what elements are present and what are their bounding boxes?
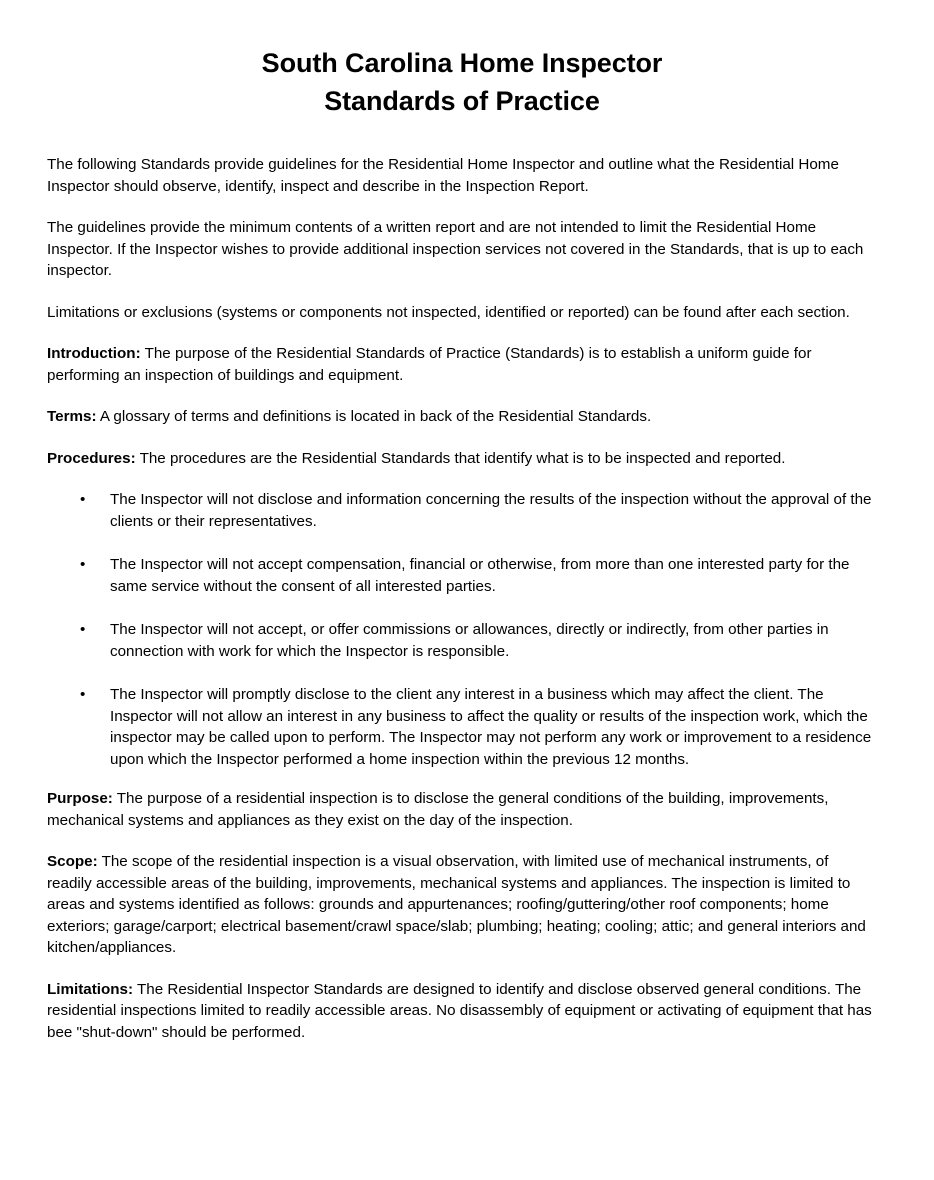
- section-terms-label: Terms:: [47, 408, 97, 425]
- intro-paragraph-2: The guidelines provide the minimum contents of a written report and are not intended to limit the Residential Home Inspector. If the Inspector wishes to provide additional inspection services not covered in the Standards, that is up to each inspector.: [47, 219, 864, 279]
- section-introduction: [47, 343, 877, 386]
- page-title-line-2: Standards of Practice: [324, 86, 600, 116]
- section-terms-body: A glossary of terms and definitions is located in back of the Residential Standards.: [96, 408, 652, 425]
- intro-paragraph-1: The following Standards provide guidelines for the Residential Home Inspector and outline what the Residential Home Inspector should observe, identify, inspect and describe in the Inspection Report.: [47, 156, 839, 195]
- bullet-point-icon: •: [80, 686, 86, 703]
- page-title-line-1: South Carolina Home Inspector: [261, 48, 663, 78]
- section-scope: [47, 851, 877, 959]
- list-item: [47, 684, 877, 770]
- intro-paragraph-3: Limitations or exclusions (systems or components not inspected, identified or reported) can be found after each section.: [47, 303, 850, 321]
- section-purpose-label: Purpose:: [47, 790, 113, 807]
- section-limitations: [47, 979, 877, 1044]
- bullet-point-icon: •: [80, 621, 86, 638]
- section-procedures: [47, 448, 877, 470]
- bullet-point-icon: •: [80, 491, 86, 508]
- list-item-text: The Inspector will not accept compensation, financial or otherwise, from more than one interested party for the same service without the consent of all interested parties.: [110, 556, 850, 595]
- section-limitations-label: Limitations:: [47, 980, 134, 998]
- page-title: [47, 44, 877, 120]
- section-limitations-body: The Residential Inspector Standards are designed to identify and disclose observed general conditions. The residential inspections limited to readily accessible areas. No disassembly of equipment or activating of equipment that has bee "shut-down" should be performed.: [47, 980, 872, 1041]
- section-scope-body: The scope of the residential inspection is a visual observation, with limited use of mechanical instruments, of readily accessible areas of the building, improvements, mechanical systems and appliances. The inspection is limited to areas and systems identified as follows: grounds and appurtenances; roofing/guttering/other roof components; home exteriors; garage/carport; electrical basement/crawl space/slab; plumbing; heating; cooling; attic; and general interiors and kitchen/appliances.: [47, 853, 866, 956]
- section-purpose: [47, 788, 877, 831]
- list-item-text: The Inspector will not disclose and information concerning the results of the inspection without the approval of the clients or their representatives.: [110, 491, 872, 530]
- list-item: [47, 554, 877, 597]
- list-item: [47, 619, 877, 662]
- section-scope-label: Scope:: [47, 853, 98, 870]
- list-item-text: The Inspector will promptly disclose to the client any interest in a business which may affect the client. The Inspector will not allow an interest in any business to affect the quality or results of the inspection work, which the inspector may be called upon to perform. The Inspector may not perform any work or improvement to a residence upon which the Inspector performed a home inspection within the previous 12 months.: [110, 686, 872, 768]
- section-purpose-body: The purpose of a residential inspection is to disclose the general conditions of the building, improvements, mechanical systems and appliances as they exist on the day of the inspection.: [47, 790, 829, 829]
- section-introduction-body: The purpose of the Residential Standards of Practice (Standards) is to establish a uniform guide for performing an inspection of buildings and equipment.: [47, 345, 812, 384]
- section-introduction-label: Introduction:: [47, 345, 141, 362]
- section-procedures-label: Procedures:: [47, 449, 136, 467]
- bullet-point-icon: •: [80, 556, 86, 573]
- procedure-bullet-list: [47, 489, 877, 770]
- section-procedures-body: The procedures are the Residential Standards that identify what is to be inspected and reported.: [135, 449, 786, 467]
- section-terms: [47, 406, 877, 428]
- list-item-text: The Inspector will not accept, or offer commissions or allowances, directly or indirectly, from other parties in connection with work for which the Inspector is responsible.: [110, 621, 829, 660]
- list-item: [47, 489, 877, 532]
